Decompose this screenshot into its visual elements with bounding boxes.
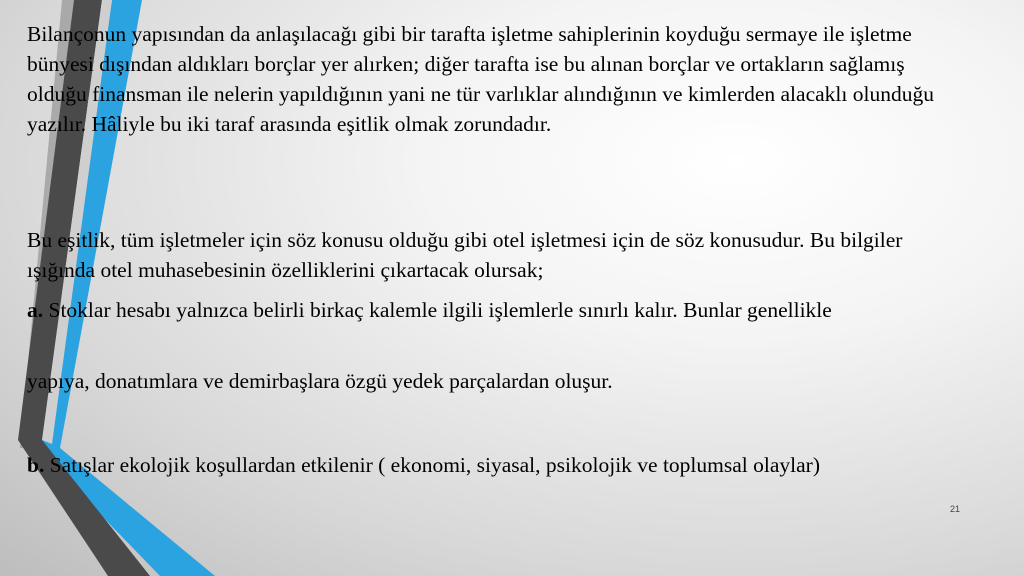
list-item-b xyxy=(27,450,967,480)
item-b-marker: b. xyxy=(27,453,45,477)
paragraph-balance-sheet: Bilançonun yapısından da anlaşılacağı gibi bir tarafta işletme sahiplerinin koyduğu sermaye ile işletme bünyesi dışından aldıkları borçlar yer alırken; diğer tarafta ise bu alınan borçlar ve ortakların sağlamış olduğu finansman ile nelerin yapıldığının yani ne tür varlıklar alındığının ve kimlerden alacaklı olunduğu yazılır. Hâliyle bu iki taraf arasında eşitlik olmak zorundadır. xyxy=(27,22,934,136)
item-a-text: Stoklar hesabı yalnızca belirli birkaç kalemle ilgili işlemlerle sınırlı kalır. Bunlar genellikle xyxy=(43,298,832,322)
list-item-a-continuation: yapıya, donatımlara ve demirbaşlara özgü yedek parçalardan oluşur. xyxy=(27,369,613,393)
paragraph-equality: Bu eşitlik, tüm işletmeler için söz konusu olduğu gibi otel işletmesi için de söz konusudur. Bu bilgiler ışığında otel muhasebesinin özelliklerini çıkartacak olursak; xyxy=(27,228,903,282)
item-a-marker: a. xyxy=(27,298,44,322)
list-item-a xyxy=(27,295,967,325)
item-b-text: Satışlar ekolojik koşullardan etkilenir ( ekonomi, siyasal, psikolojik ve toplumsal olaylar) xyxy=(44,453,820,477)
page-number: 21 xyxy=(949,504,960,514)
